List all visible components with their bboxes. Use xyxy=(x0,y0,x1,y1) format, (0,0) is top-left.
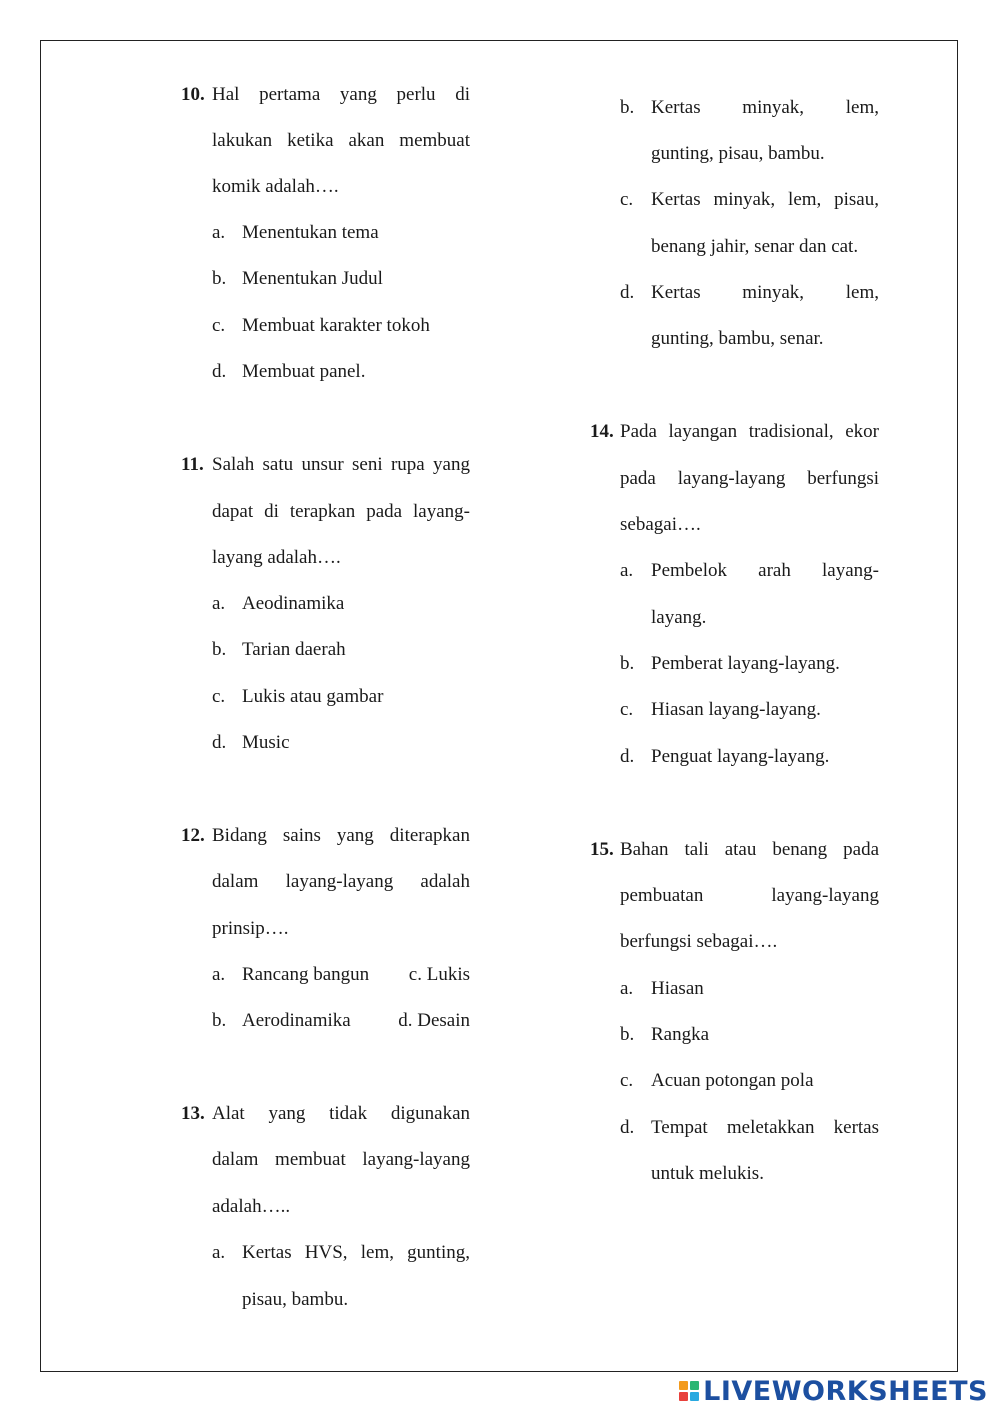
option-letter[interactable]: b. xyxy=(212,1010,227,1031)
option-letter[interactable]: b. xyxy=(212,639,227,660)
option-letter[interactable]: b. xyxy=(620,653,635,674)
option-letter[interactable]: b. xyxy=(212,268,227,289)
option-letter[interactable]: c. xyxy=(212,686,226,707)
option-text[interactable]: Music xyxy=(242,732,290,753)
option-text[interactable]: gunting, bambu, senar. xyxy=(651,328,824,349)
option-letter[interactable]: a. xyxy=(212,964,226,985)
option-text[interactable]: Membuat karakter tokoh xyxy=(242,315,430,336)
option-c[interactable]: c. Lukis xyxy=(408,964,470,985)
option-text[interactable]: Kertas minyak, lem, xyxy=(651,282,879,303)
option-letter[interactable]: b. xyxy=(620,1024,635,1045)
option-text[interactable]: gunting, pisau, bambu. xyxy=(651,143,825,164)
option-letter[interactable]: c. xyxy=(620,1070,634,1091)
option-letter[interactable]: d. xyxy=(620,1117,635,1138)
question-number: 11. xyxy=(181,454,204,475)
question-stem-line: layang adalah…. xyxy=(212,547,341,568)
question-stem-line: adalah….. xyxy=(212,1196,291,1217)
option-text[interactable]: layang. xyxy=(651,607,707,628)
option-letter[interactable]: c. xyxy=(620,189,634,210)
option-text[interactable]: Penguat layang-layang. xyxy=(651,746,830,767)
option-letter[interactable]: a. xyxy=(212,222,226,243)
option-text[interactable]: Aerodinamika xyxy=(242,1010,351,1031)
question-stem-line: dalam layang-layang adalah xyxy=(212,871,470,892)
option-text[interactable]: Membuat panel. xyxy=(242,361,366,382)
option-text[interactable]: Aeodinamika xyxy=(242,593,345,614)
question-stem-line: Alat yang tidak digunakan xyxy=(212,1103,470,1124)
option-letter[interactable]: d. xyxy=(212,732,227,753)
option-text[interactable]: Acuan potongan pola xyxy=(651,1070,814,1091)
option-letter[interactable]: a. xyxy=(620,560,634,581)
option-text[interactable]: Pembelok arah layang- xyxy=(651,560,879,581)
option-letter[interactable]: d. xyxy=(212,361,227,382)
question-stem-line: pada layang-layang berfungsi xyxy=(620,468,879,489)
question-stem-line: Hal pertama yang perlu di xyxy=(212,84,470,105)
logo-text: LIVEWORKSHEETS xyxy=(703,1375,988,1407)
option-text[interactable]: Kertas minyak, lem, xyxy=(651,97,879,118)
liveworksheets-logo[interactable] xyxy=(679,1376,988,1406)
option-text[interactable]: Hiasan xyxy=(651,978,704,999)
question-stem-line: sebagai…. xyxy=(620,514,701,535)
option-text[interactable]: benang jahir, senar dan cat. xyxy=(651,236,859,257)
liveworksheets-icon xyxy=(679,1381,699,1401)
option-letter[interactable]: c. xyxy=(212,315,226,336)
question-stem-line: dalam membuat layang-layang xyxy=(212,1149,470,1170)
option-text[interactable]: Tarian daerah xyxy=(242,639,346,660)
option-text[interactable]: pisau, bambu. xyxy=(242,1289,349,1310)
question-number: 10. xyxy=(181,84,205,105)
option-letter[interactable]: c. xyxy=(620,699,634,720)
option-letter[interactable]: d. xyxy=(620,746,635,767)
option-letter[interactable]: a. xyxy=(212,593,226,614)
option-letter[interactable]: a. xyxy=(620,978,634,999)
question-stem-line: prinsip…. xyxy=(212,918,289,939)
option-text[interactable]: untuk melukis. xyxy=(651,1163,764,1184)
question-stem-line: dapat di terapkan pada layang- xyxy=(212,501,470,522)
question-number: 14. xyxy=(590,421,614,442)
option-text[interactable]: Lukis atau gambar xyxy=(242,686,384,707)
option-letter[interactable]: b. xyxy=(620,97,635,118)
question-stem-line: pembuatan layang-layang xyxy=(620,885,879,906)
question-stem-line: lakukan ketika akan membuat xyxy=(212,130,470,151)
option-text[interactable]: Menentukan Judul xyxy=(242,268,383,289)
question-stem-line: Salah satu unsur seni rupa yang xyxy=(212,454,470,475)
question-number: 12. xyxy=(181,825,205,846)
option-letter[interactable]: d. xyxy=(620,282,635,303)
question-stem-line: Bidang sains yang diterapkan xyxy=(212,825,470,846)
option-text[interactable]: Rancang bangun xyxy=(242,964,370,985)
option-d[interactable]: d. Desain xyxy=(398,1010,470,1031)
option-letter[interactable]: a. xyxy=(212,1242,226,1263)
option-text[interactable]: Kertas minyak, lem, pisau, xyxy=(651,189,879,210)
option-text[interactable]: Rangka xyxy=(651,1024,710,1045)
question-number: 13. xyxy=(181,1103,205,1124)
option-text[interactable]: Pemberat layang-layang. xyxy=(651,653,840,674)
question-stem-line: Bahan tali atau benang pada xyxy=(620,839,879,860)
question-stem-line: Pada layangan tradisional, ekor xyxy=(620,421,879,442)
option-text[interactable]: Kertas HVS, lem, gunting, xyxy=(242,1242,470,1263)
option-text[interactable]: Hiasan layang-layang. xyxy=(651,699,821,720)
question-stem-line: berfungsi sebagai…. xyxy=(620,931,778,952)
option-text[interactable]: Menentukan tema xyxy=(242,222,379,243)
option-text[interactable]: Tempat meletakkan kertas xyxy=(651,1117,879,1138)
question-stem-line: komik adalah…. xyxy=(212,176,339,197)
question-number: 15. xyxy=(590,839,614,860)
